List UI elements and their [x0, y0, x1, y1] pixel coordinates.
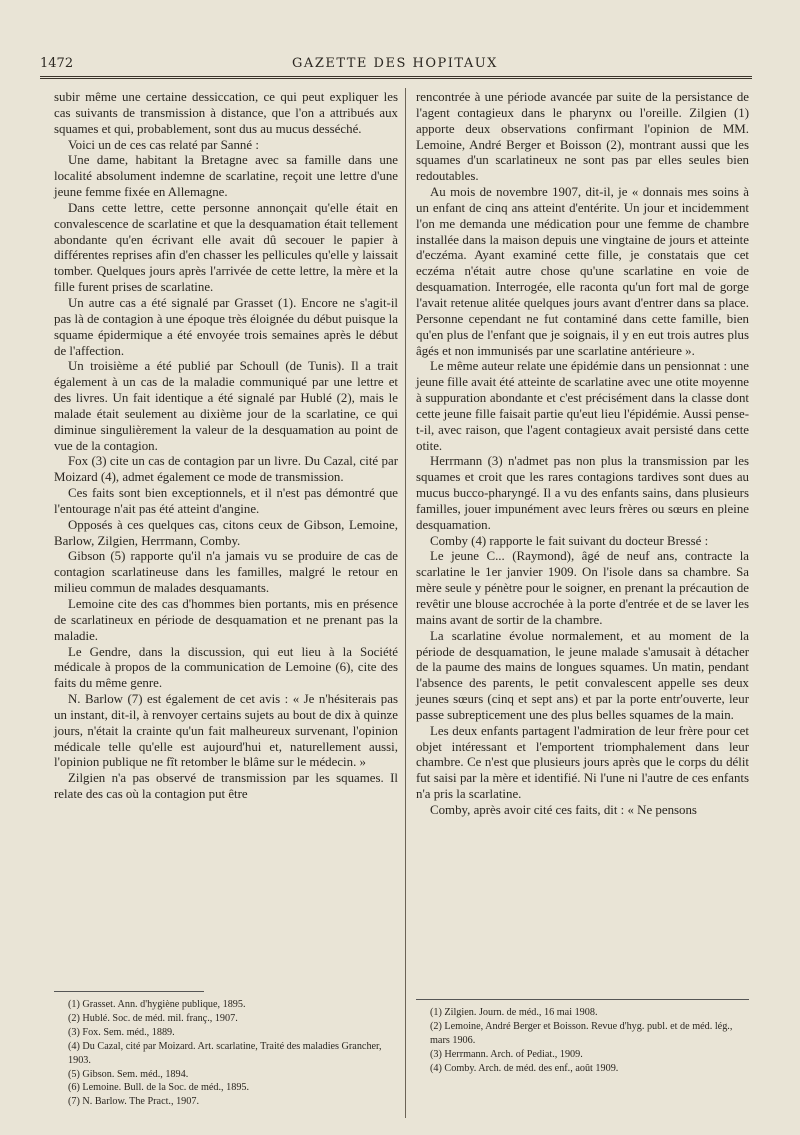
- header-rule: [40, 76, 752, 82]
- footnote: (2) Lemoine, André Berger et Boisson. Revue d'hyg. publ. et de méd. lég., mars 1906.: [430, 1020, 733, 1046]
- paragraph: Une dame, habitant la Bretagne avec sa famille dans une localité absolument indemne de scarlatine, reçoit une lettre d'une jeune femme fixée en Allemagne.: [54, 153, 398, 200]
- footnote: (7) N. Barlow. The Pract., 1907.: [68, 1096, 199, 1108]
- paragraph: Les deux enfants partagent l'admiration de leur frère pour cet objet intéressant et l'emportent triomphalement dans leur chambre. Ce n'est que plusieurs jours après que le corps du délit fut saisi par la mère et identifié. Ni l'une ni l'autre de ces enfants n'a pris la scarlatine.: [416, 723, 749, 802]
- footnote-rule-left: [54, 991, 204, 992]
- paragraph: rencontrée à une période avancée par suite de la persistance de l'agent contagieux dans le pharynx ou l'oreille. Zilgien (1) apporte deux observations confirmant l'opinion de MM. Lemoine, André Berger et Boisson (2), montrant aussi que les squames d'un scarlatineux ne sont pas par elles seules bien redoutables.: [416, 90, 749, 184]
- footnote: (5) Gibson. Sem. méd., 1894.: [68, 1068, 189, 1080]
- paragraph: La scarlatine évolue normalement, et au moment de la période de desquamation, le jeune malade s'amusait à détacher de la paume des mains de longues squames. Un matin, pendant l'absence des parents, le petit convalescent appelle ses deux jeunes sœurs (cinq et sept ans) et par la porte entr'ouverte, leur passe subrepticement une des plus belles squames de la main.: [416, 628, 749, 722]
- footnote: (3) Fox. Sem. méd., 1889.: [68, 1026, 175, 1038]
- right-column: [416, 90, 749, 819]
- paragraph: Dans cette lettre, cette personne annonçait qu'elle était en convalescence de scarlatine et que la desquamation était tellement abondante qu'en écrivant elle avait dû secouer le papier à différentes reprises afin d'en chasser les pellicules qu'elle y laissait tomber. Quelques jours après l'arrivée de cette lettre, la mère et la fille furent prises de scarlatine.: [54, 200, 398, 295]
- paragraph: Un troisième a été publié par Schoull (de Tunis). Il a trait également à un cas de la maladie communiqué par une lettre et des livres. Un fait identique a été signalé par Hublé (2), mais le malade était seulement au dixième jour de la scarlatine, ce qui diminue singulièrement la valeur de la desquamation au point de vue de la contagion.: [54, 359, 398, 453]
- page-title: GAZETTE DES HOPITAUX: [292, 56, 498, 71]
- paragraph: Fox (3) cite un cas de contagion par un livre. Du Cazal, cité par Moizard (4), admet également ce mode de transmission.: [54, 454, 398, 485]
- column-divider: [405, 88, 406, 1118]
- paragraph: subir même une certaine dessiccation, ce qui peut expliquer les cas suivants de transmission à distance, que l'on a attribués aux squames et qui, probablement, sont dus au mucus desséché.: [54, 90, 398, 136]
- paragraph: Gibson (5) rapporte qu'il n'a jamais vu se produire de cas de contagion scarlatineuse dans les familles, malgré le retour en milieu commun de malades desquamants.: [54, 549, 398, 596]
- footnote: (1) Zilgien. Journ. de méd., 16 mai 1908.: [430, 1007, 598, 1018]
- paragraph: Voici un de ces cas relaté par Sanné :: [68, 137, 259, 152]
- paragraph: Lemoine cite des cas d'hommes bien portants, mis en présence de scarlatineux en période de desquamation et ne prenant pas la maladie.: [54, 597, 398, 643]
- paragraph: Le Gendre, dans la discussion, qui eut lieu à la Société médicale à propos de la communication de Lemoine (6), cite des faits du même genre.: [54, 644, 398, 691]
- paragraph: Opposés à ces quelques cas, citons ceux de Gibson, Lemoine, Barlow, Zilgien, Herrmann, Comby.: [54, 517, 398, 548]
- paragraph: Comby, après avoir cité ces faits, dit : « Ne pensons: [430, 802, 697, 817]
- paragraph: Ces faits sont bien exceptionnels, et il n'est pas démontré que l'entourage n'ait pas été atteint d'angine.: [54, 486, 398, 516]
- footnote: (3) Herrmann. Arch. of Pediat., 1909.: [430, 1048, 583, 1060]
- footnotes-left: [54, 998, 398, 1109]
- paragraph: Au mois de novembre 1907, dit-il, je « donnais mes soins à un enfant de cinq ans atteint d'entérite. Un jour et incidemment l'on me demanda une médication pour une femme de chambre installée dans la maison depuis une vingtaine de jours et atteinte d'eczéma. Ayant examiné cette fille, je constatais que cet eczéma n'était autre chose qu'une scarlatine en voie de desquamation. Interrogée, elle raconta qu'un fort mal de gorge l'avait retenue alitée quelques jours avant d'entrer dans sa place. Personne cependant ne fut contaminé dans cette famille, bien qu'en plus de l'enfant que je soignais, il y en eut trois autres plus âgés et non immunisés par une scarlatine antérieure ».: [416, 185, 749, 358]
- left-column: [54, 90, 398, 803]
- page-header: [40, 56, 750, 76]
- paragraph: Zilgien n'a pas observé de transmission par les squames. Il relate des cas où la contagion put être: [54, 771, 398, 802]
- footnote: (1) Grasset. Ann. d'hygiène publique, 1895.: [68, 999, 246, 1010]
- page-number: 1472: [40, 56, 74, 71]
- paragraph: Un autre cas a été signalé par Grasset (1). Encore ne s'agit-il pas là de contagion à une époque très éloignée du début puisque la squame épidermique a été envoyée trois semaines après le début de l'affection.: [54, 295, 398, 358]
- footnote-rule-right: [416, 999, 749, 1000]
- footnote: (2) Hublé. Soc. de méd. mil. franç., 1907.: [68, 1012, 238, 1024]
- footnote: (4) Comby. Arch. de méd. des enf., août 1909.: [430, 1062, 619, 1074]
- footnote: (4) Du Cazal, cité par Moizard. Art. scarlatine, Traité des maladies Grancher, 1903.: [68, 1040, 382, 1066]
- paragraph: N. Barlow (7) est également de cet avis : « Je n'hésiterais pas un instant, dit-il, à renvoyer certains sujets au bout de dix à quinze jours, n'était la crainte qu'un fait malheureux survenant, l'opinion médicale telle qu'elle est aujourd'hui et, naturellement aussi, l'opinion publique ne fît retomber le blâme sur le médecin. »: [54, 692, 398, 770]
- paragraph: Comby (4) rapporte le fait suivant du docteur Bressé :: [430, 533, 709, 548]
- paragraph: Le jeune C... (Raymond), âgé de neuf ans, contracte la scarlatine le 1er janvier 1909. On l'isole dans sa chambre. Sa mère seule y pénètre pour le soigner, en prenant la précaution de revêtir une blouse accrochée à la porte d'entrée et de se laver les mains avant de sortir de la chambre.: [416, 549, 749, 627]
- footnotes-right: [416, 1006, 749, 1076]
- footnote: (6) Lemoine. Bull. de la Soc. de méd., 1895.: [68, 1082, 250, 1094]
- paragraph: Le même auteur relate une épidémie dans un pensionnat : une jeune fille avait été atteinte de scarlatine avec une otite moyenne à suppuration abondante et c'est précisément dans la classe dont cette jeune fille faisait partie qu'eut lieu l'épidémie. Aussi pense-t-il, avec raison, que l'agent contagieux avait persisté dans cette otite.: [416, 359, 749, 453]
- paragraph: Herrmann (3) n'admet pas non plus la transmission par les squames et croit que les rares contagions tardives sont dues au mucus bucco-pharyngé. Il a vu des enfants sains, dans plusieurs familles, jouer impunément avec leurs frères ou sœurs en pleine desquamation.: [416, 454, 749, 532]
